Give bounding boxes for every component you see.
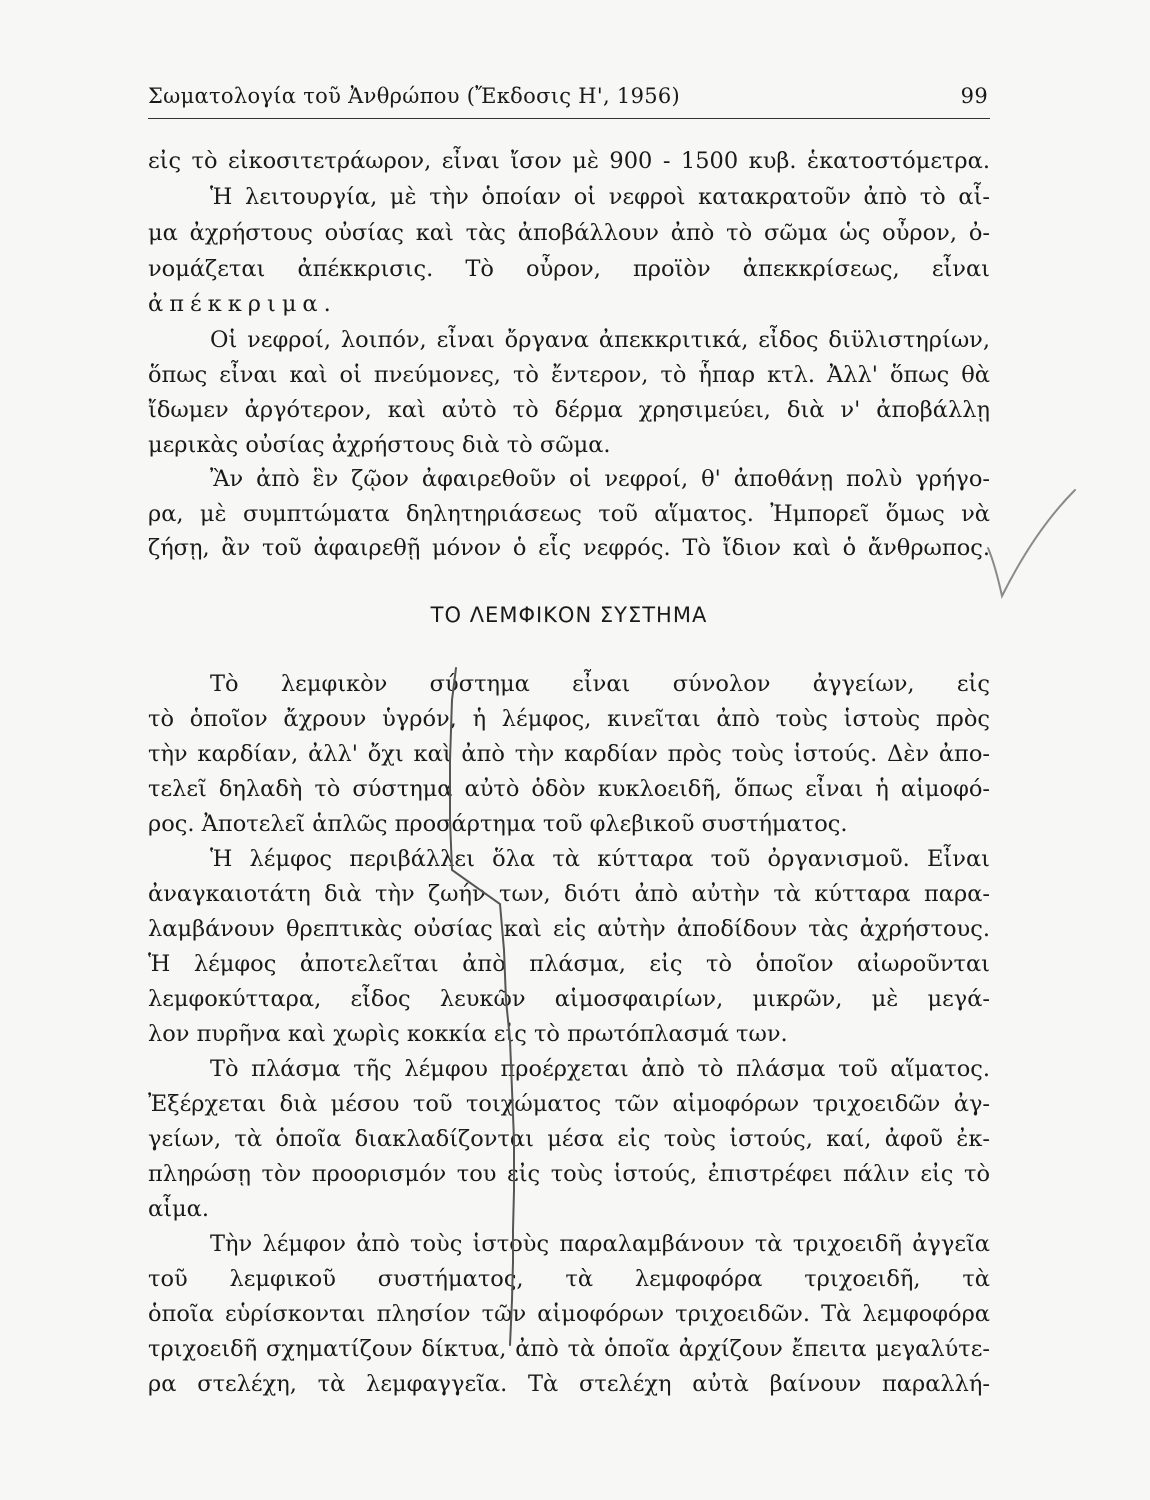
text-line: τοῦ λεμφικοῦ συστήματος, τὰ λεμφοφόρα τριχοειδῆ, τὰ (148, 1266, 990, 1292)
text-line: τὴν καρδίαν, ἀλλ' ὄχι καὶ ἀπὸ τὴν καρδίαν πρὸς τοὺς ἱστούς. Δὲν ἀπο- (148, 741, 990, 767)
text-line: λεμφοκύτταρα, εἶδος λευκῶν αἱμοσφαιρίων, μικρῶν, μὲ μεγά- (148, 986, 990, 1012)
text-line: ζήσῃ, ἂν τοῦ ἀφαιρεθῇ μόνον ὁ εἷς νεφρός. Τὸ ἴδιον καὶ ὁ ἄνθρωπος. (148, 535, 990, 561)
running-header (148, 84, 988, 114)
page-number: 99 (960, 84, 988, 108)
text-line: λαμβάνουν θρεπτικὰς οὐσίας καὶ εἰς αὐτὴν ἀποδίδουν τὰς ἀχρήστους. (148, 916, 990, 942)
text-line: ρα, μὲ συμπτώματα δηλητηριάσεως τοῦ αἵματος. Ἠμπορεῖ ὅμως νὰ (148, 501, 990, 527)
header-rule (148, 118, 990, 119)
text-line: Οἱ νεφροί, λοιπόν, εἶναι ὄργανα ἀπεκκριτικά, εἶδος διϋλιστηρίων, (210, 327, 990, 353)
text-line: ρος. Ἀποτελεῖ ἁπλῶς προσάρτημα τοῦ φλεβικοῦ συστήματος. (148, 811, 848, 837)
text-line: ἀπέκκριμα. (148, 291, 337, 317)
text-line: γείων, τὰ ὁποῖα διακλαδίζονται μέσα εἰς τοὺς ἱστούς, καί, ἀφοῦ ἐκ- (148, 1126, 990, 1152)
text-line: Τὸ πλάσμα τῆς λέμφου προέρχεται ἀπὸ τὸ πλάσμα τοῦ αἵματος. (210, 1056, 990, 1082)
section-heading: ΤΟ ΛΕΜΦΙΚΟΝ ΣΥΣΤΗΜΑ (430, 603, 708, 627)
text-line: ρα στελέχη, τὰ λεμφαγγεῖα. Τὰ στελέχη αὐτὰ βαίνουν παραλλή- (148, 1371, 990, 1397)
text-line: ἴδωμεν ἀργότερον, καὶ αὐτὸ τὸ δέρμα χρησιμεύει, διὰ ν' ἀποβάλλῃ (148, 397, 990, 423)
text-line: τριχοειδῆ σχηματίζουν δίκτυα, ἀπὸ τὰ ὁποῖα ἀρχίζουν ἔπειτα μεγαλύτε- (148, 1336, 990, 1362)
text-line: λον πυρῆνα καὶ χωρὶς κοκκία εἰς τὸ πρωτόπλασμά των. (148, 1021, 788, 1047)
text-line: αἷμα. (148, 1196, 209, 1222)
header-title: Σωματολογία τοῦ Ἀνθρώπου (Ἔκδοσις Η', 1956) (148, 84, 681, 108)
text-line: ὅπως εἶναι καὶ οἱ πνεύμονες, τὸ ἔντερον, τὸ ἧπαρ κτλ. Ἀλλ' ὅπως θὰ (148, 362, 990, 388)
text-line: νομάζεται ἀπέκκρισις. Τὸ οὖρον, προϊὸν ἀπεκκρίσεως, εἶναι (148, 256, 990, 282)
checkmark-pencil (988, 490, 1075, 596)
text-line: μερικὰς οὐσίας ἀχρήστους διὰ τὸ σῶμα. (148, 432, 611, 458)
text-line: μα ἀχρήστους οὐσίας καὶ τὰς ἀποβάλλουν ἀπὸ τὸ σῶμα ὡς οὖρον, ὀ- (148, 220, 990, 246)
text-line: τὸ ὁποῖον ἄχρουν ὑγρόν, ἡ λέμφος, κινεῖται ἀπὸ τοὺς ἱστοὺς πρὸς (148, 706, 990, 732)
text-line: Τὴν λέμφον ἀπὸ τοὺς ἱστοὺς παραλαμβάνουν τὰ τριχοειδῆ ἀγγεῖα (210, 1231, 990, 1257)
text-line: ὁποῖα εὑρίσκονται πλησίον τῶν αἱμοφόρων τριχοειδῶν. Τὰ λεμφοφόρα (148, 1301, 990, 1327)
text-line: Ἡ λειτουργία, μὲ τὴν ὁποίαν οἱ νεφροὶ κατακρατοῦν ἀπὸ τὸ αἷ- (210, 184, 990, 210)
text-line: Ἐξέρχεται διὰ μέσου τοῦ τοιχώματος τῶν αἱμοφόρων τριχοειδῶν ἀγ- (148, 1091, 990, 1117)
text-line: Τὸ λεμφικὸν σύστημα εἶναι σύνολον ἀγγείων, εἰς (210, 671, 990, 697)
text-line: Ἡ λέμφος περιβάλλει ὅλα τὰ κύτταρα τοῦ ὀργανισμοῦ. Εἶναι (210, 846, 990, 872)
text-line: Ἡ λέμφος ἀποτελεῖται ἀπὸ πλάσμα, εἰς τὸ ὁποῖον αἰωροῦνται (148, 951, 990, 977)
text-line: τελεῖ δηλαδὴ τὸ σύστημα αὐτὸ ὁδὸν κυκλοειδῆ, ὅπως εἶναι ἡ αἱμοφό- (148, 776, 990, 802)
text-line: εἰς τὸ εἰκοσιτετράωρον, εἶναι ἴσον μὲ 900 - 1500 κυβ. ἑκατοστόμετρα. (148, 148, 990, 174)
text-line: Ἂν ἀπὸ ἓν ζῷον ἀφαιρεθοῦν οἱ νεφροί, θ' ἀποθάνῃ πολὺ γρήγο- (210, 466, 990, 492)
text-line: πληρώσῃ τὸν προορισμόν του εἰς τοὺς ἱστούς, ἐπιστρέφει πάλιν εἰς τὸ (148, 1161, 990, 1187)
text-line: ἀναγκαιοτάτη διὰ τὴν ζωήν των, διότι ἀπὸ αὐτὴν τὰ κύτταρα παρα- (148, 881, 990, 907)
